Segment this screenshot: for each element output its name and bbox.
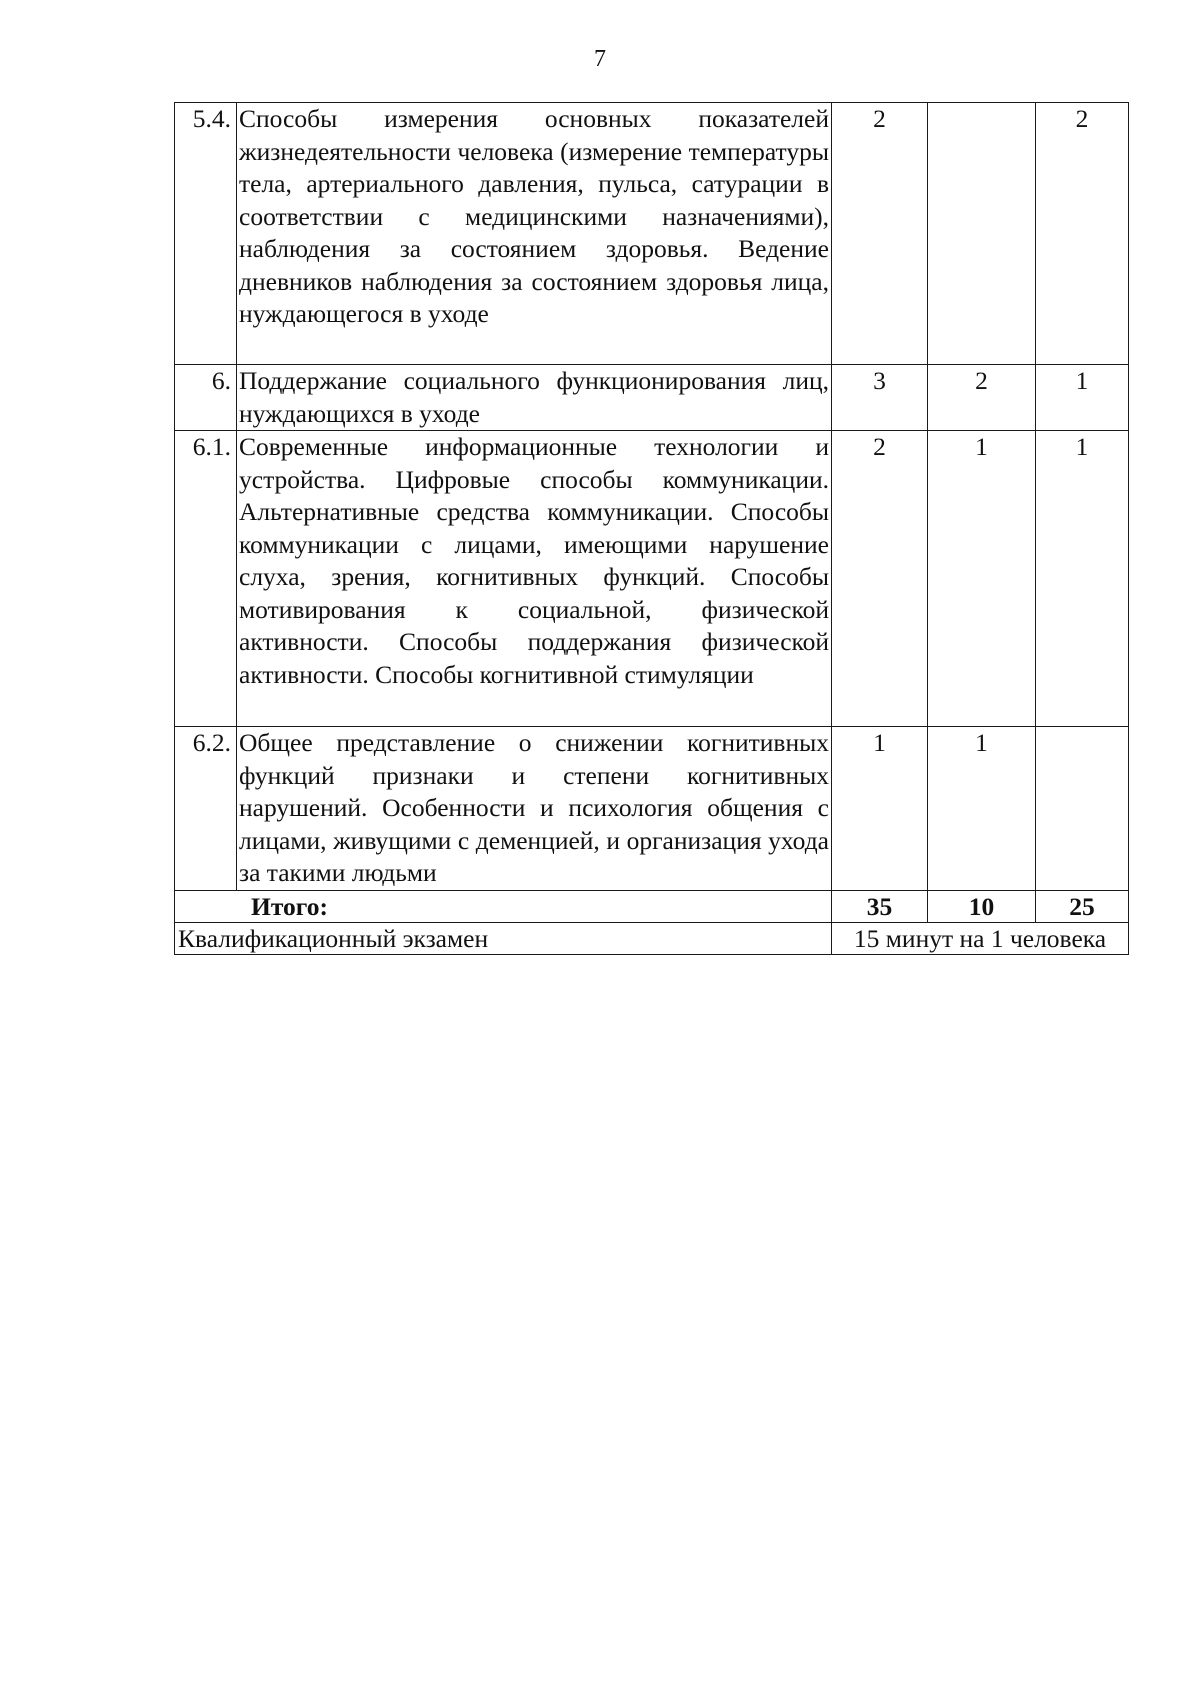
row-total-hours: 3 [832, 365, 928, 431]
row-practice-hours: 2 [1036, 103, 1129, 365]
exam-duration: 15 минут на 1 человека [832, 923, 1129, 955]
row-topic: Общее представление о снижении когнитивных функций признаки и степени когнитивных нарушений. Особенности и психология общения с лицами, живущими с деменцией, и организация ухода за такими людьми [237, 727, 832, 891]
row-total-hours: 2 [832, 103, 928, 365]
total-row [175, 891, 1129, 923]
total-theory-hours: 10 [928, 891, 1036, 923]
exam-label: Квалификационный экзамен [175, 923, 832, 955]
row-practice-hours: 1 [1036, 365, 1129, 431]
row-total-hours: 1 [832, 727, 928, 891]
total-hours: 35 [832, 891, 928, 923]
row-theory-hours: 1 [928, 431, 1036, 727]
row-topic: Поддержание социального функционирования лиц, нуждающихся в уходе [237, 365, 832, 431]
page-number: 7 [594, 46, 606, 72]
curriculum-table [174, 102, 1129, 955]
row-practice-hours [1036, 727, 1129, 891]
total-practice-hours: 25 [1036, 891, 1129, 923]
row-total-hours: 2 [832, 431, 928, 727]
row-theory-hours: 2 [928, 365, 1036, 431]
total-label: Итого: [175, 891, 832, 923]
table-row [175, 365, 1129, 431]
row-topic: Современные информационные технологии и устройства. Цифровые способы коммуникации. Альтернативные средства коммуникации. Способы коммуникации с лицами, имеющими нарушение слуха, зрения, когнитивных функций. Способы мотивирования к социальной, физической активности. Способы поддержания физической активности. Способы когнитивной стимуляции [237, 431, 832, 727]
row-theory-hours: 1 [928, 727, 1036, 891]
row-topic: Способы измерения основных показателей жизнедеятельности человека (измерение температуры тела, артериального давления, пульса, сатурации в соответствии с медицинскими назначениями), наблюдения за состоянием здоровья. Ведение дневников наблюдения за состоянием здоровья лица, нуждающегося в уходе [237, 103, 832, 365]
exam-row [175, 923, 1129, 955]
table-row [175, 727, 1129, 891]
row-number: 6.1. [175, 431, 237, 727]
row-number: 6.2. [175, 727, 237, 891]
row-practice-hours: 1 [1036, 431, 1129, 727]
row-number: 5.4. [175, 103, 237, 365]
table-row [175, 431, 1129, 727]
table-row [175, 103, 1129, 365]
row-number: 6. [175, 365, 237, 431]
row-theory-hours [928, 103, 1036, 365]
